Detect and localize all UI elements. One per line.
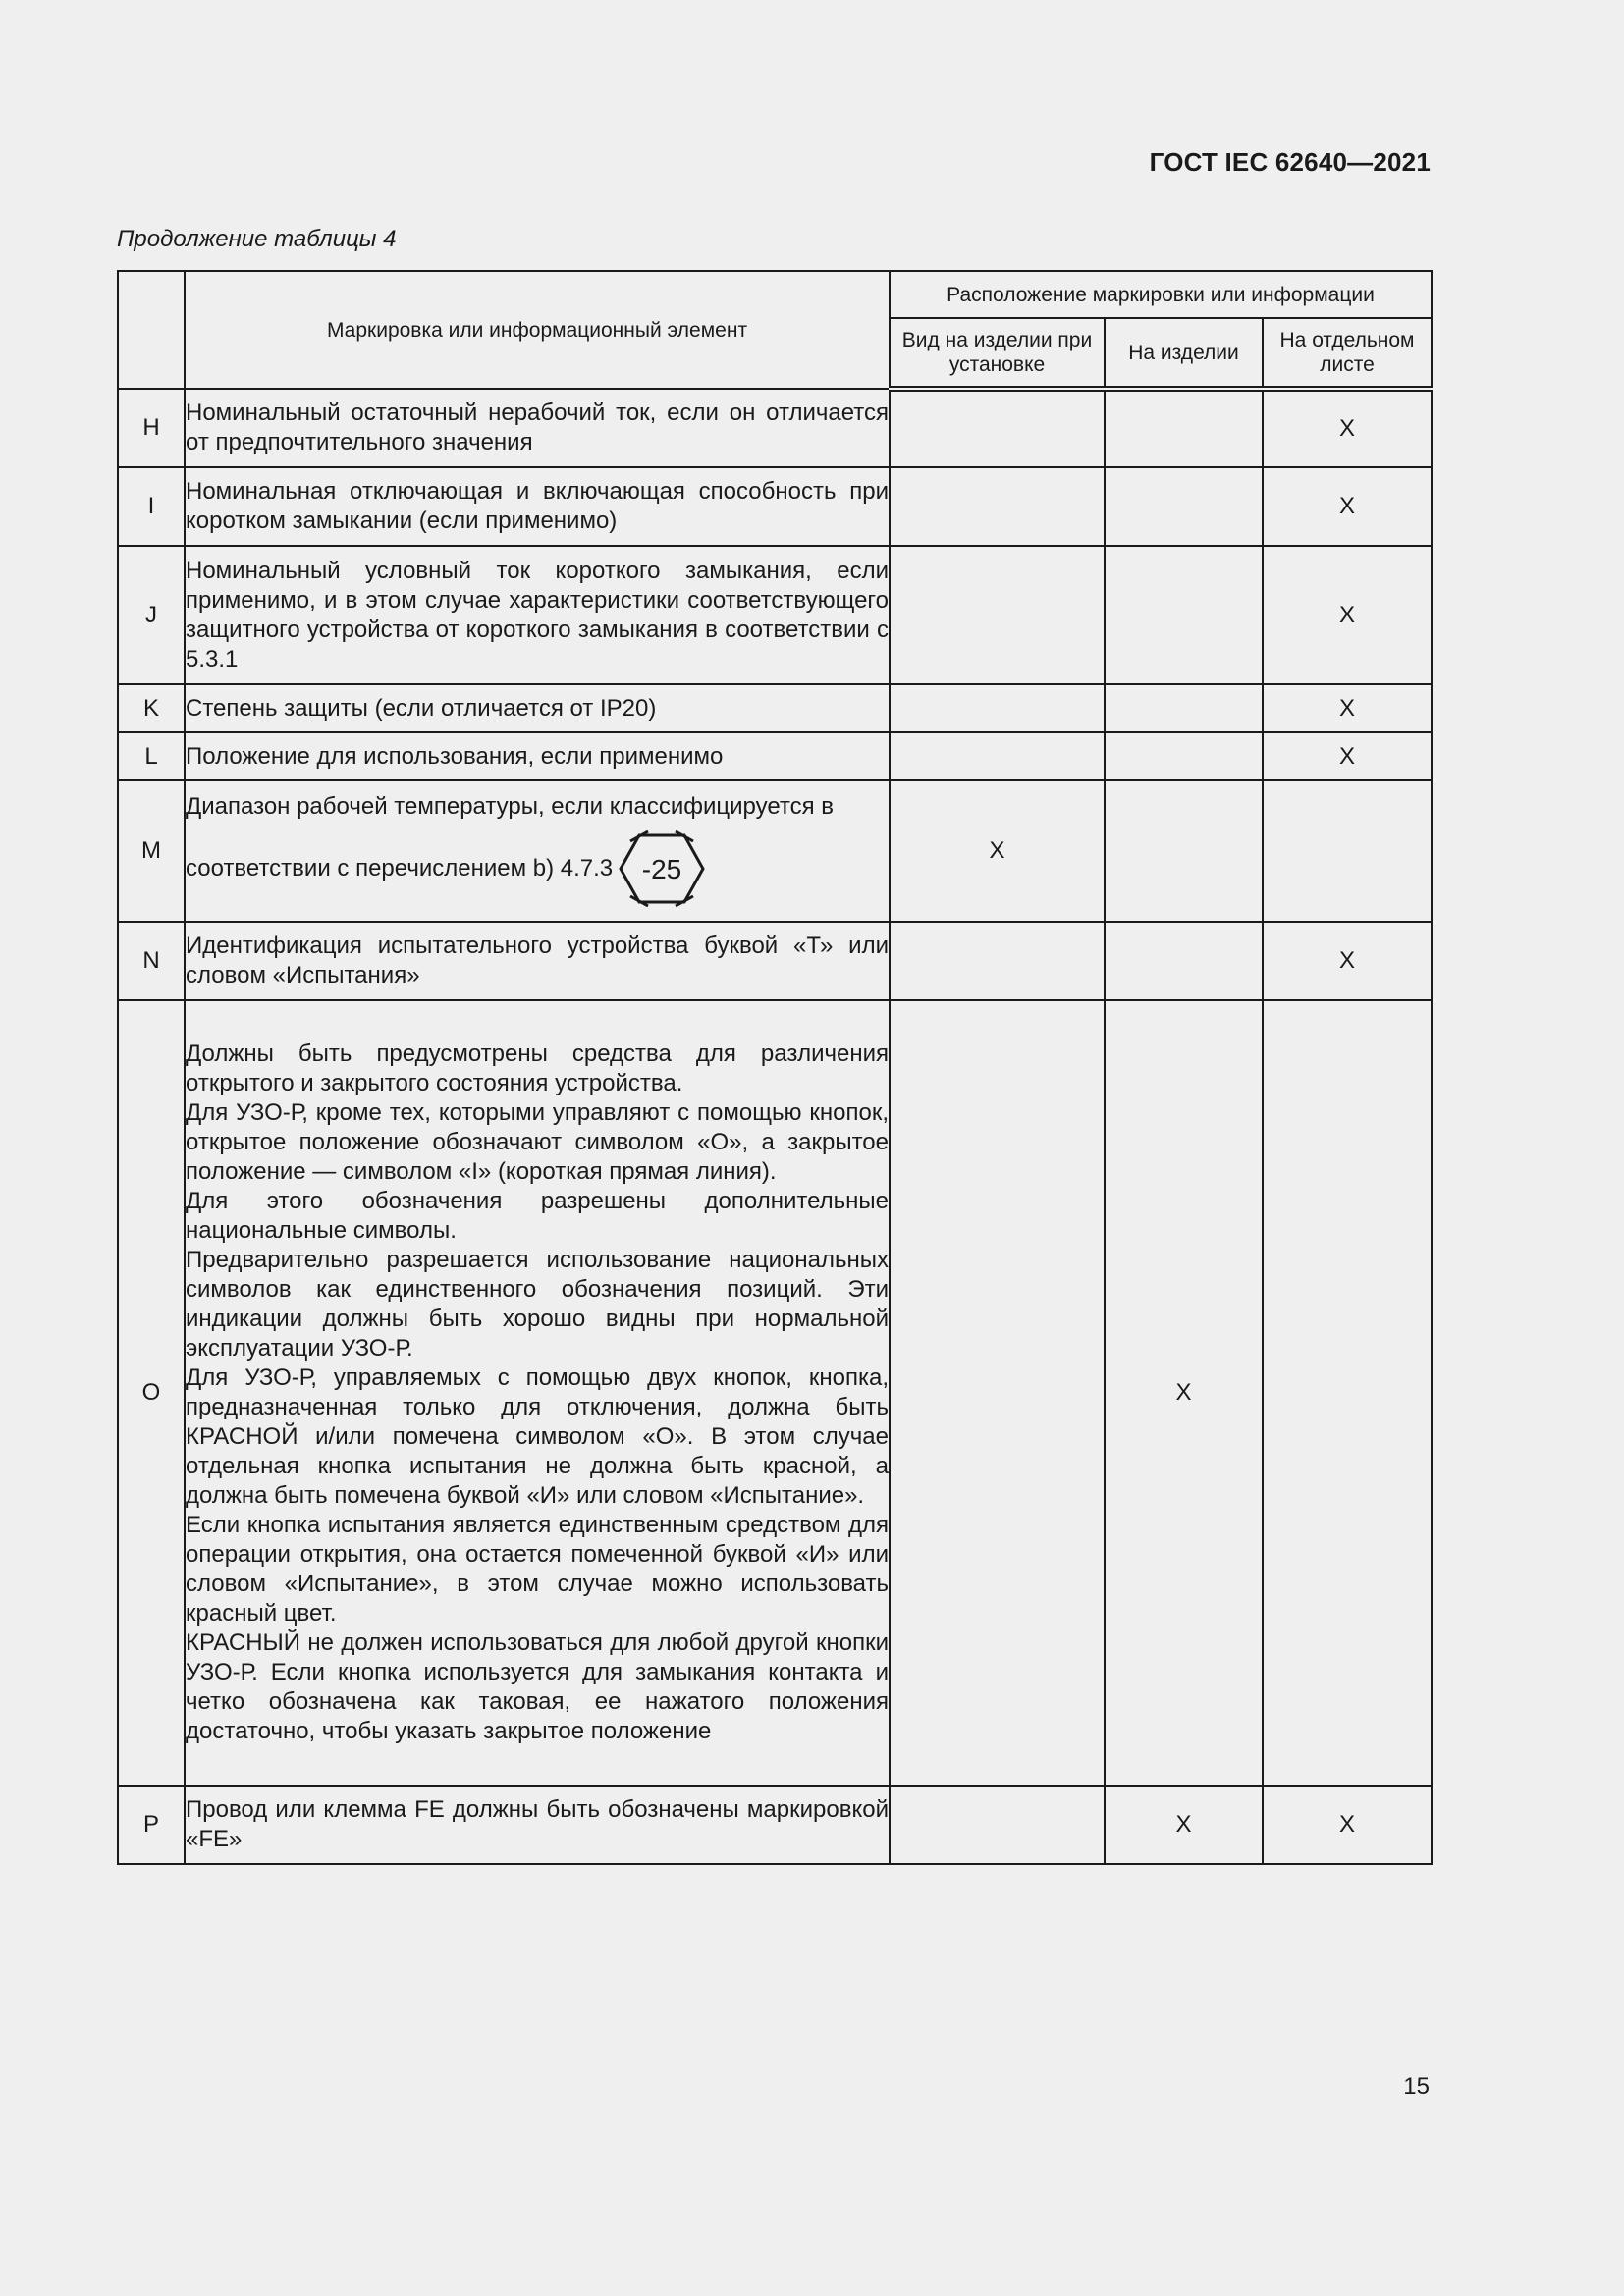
table-row (118, 467, 1432, 546)
row-text: Положение для использования, если применимо (185, 732, 890, 780)
header-separate-sheet: На отдельном листе (1263, 318, 1432, 389)
row-code: J (118, 546, 185, 684)
mark-installed (890, 922, 1105, 1000)
mark-installed: X (890, 780, 1105, 922)
row-paragraph: Если кнопка испытания является единственным средством для операции открытия, она остается помеченной буквой «И» или словом «Испытание», в этом случае можно использовать красный цвет. (186, 1512, 889, 1627)
header-installed: Вид на изделии при установке (890, 318, 1105, 389)
temperature-symbol-value: -25 (641, 854, 682, 884)
mark-separate-sheet (1263, 1000, 1432, 1786)
mark-separate-sheet: X (1263, 1786, 1432, 1864)
row-text: Номинальный остаточный нерабочий ток, если он отличается от предпочтительного значения (185, 389, 890, 467)
row-code: P (118, 1786, 185, 1864)
marking-table (117, 270, 1433, 1865)
row-text: Степень защиты (если отличается от IP20) (185, 684, 890, 732)
mark-on-product (1105, 546, 1263, 684)
mark-on-product (1105, 922, 1263, 1000)
row-code: L (118, 732, 185, 780)
row-text (185, 780, 890, 922)
mark-on-product (1105, 389, 1263, 467)
mark-on-product: X (1105, 1786, 1263, 1864)
mark-separate-sheet: X (1263, 684, 1432, 732)
table-caption: Продолжение таблицы 4 (117, 226, 397, 252)
table-row (118, 922, 1432, 1000)
row-paragraph: Предварительно разрешается использование национальных символов как единственного обозначения позиций. Эти индикации должны быть хорошо видны при нормальной эксплуатации УЗО-Р. (186, 1247, 889, 1362)
table-row (118, 684, 1432, 732)
row-text: Номинальный условный ток короткого замыкания, если применимо, и в этом случае характеристики соответствующего защитного устройства от короткого замыкания в соответствии с 5.3.1 (185, 546, 890, 684)
header-element: Маркировка или информационный элемент (185, 271, 890, 389)
mark-on-product (1105, 780, 1263, 922)
row-text: Идентификация испытательного устройства буквой «Т» или словом «Испытания» (185, 922, 890, 1000)
mark-installed (890, 732, 1105, 780)
mark-installed (890, 1786, 1105, 1864)
table-row (118, 1786, 1432, 1864)
table-row (118, 780, 1432, 922)
mark-on-product (1105, 467, 1263, 546)
row-paragraph: Для этого обозначения разрешены дополнительные национальные символы. (186, 1188, 889, 1244)
header-on-product: На изделии (1105, 318, 1263, 389)
row-code: I (118, 467, 185, 546)
row-paragraph: КРАСНЫЙ не должен использоваться для любой другой кнопки УЗО-Р. Если кнопка используется для замыкания контакта и четко обозначена как таковая, ее нажатого положения достаточно, чтобы указать закрытое положение (186, 1629, 889, 1744)
mark-installed (890, 389, 1105, 467)
mark-on-product: X (1105, 1000, 1263, 1786)
table-row (118, 389, 1432, 467)
table-row (118, 1000, 1432, 1786)
mark-separate-sheet: X (1263, 546, 1432, 684)
row-code: H (118, 389, 185, 467)
row-code: K (118, 684, 185, 732)
row-text-line-2: соответствии с перечислением b) 4.7.3 (186, 855, 614, 881)
temperature-symbol-icon (617, 828, 707, 910)
mark-installed (890, 684, 1105, 732)
row-text (185, 1000, 890, 1786)
row-code: N (118, 922, 185, 1000)
row-text: Номинальная отключающая и включающая способность при коротком замыкании (если применимо) (185, 467, 890, 546)
page-number: 15 (1403, 2073, 1430, 2100)
row-code: M (118, 780, 185, 922)
row-paragraph: Должны быть предусмотрены средства для различения открытого и закрытого состояния устройства. (186, 1041, 889, 1096)
row-text: Провод или клемма FE должны быть обозначены маркировкой «FE» (185, 1786, 890, 1864)
table-row (118, 546, 1432, 684)
mark-separate-sheet: X (1263, 389, 1432, 467)
mark-separate-sheet: X (1263, 467, 1432, 546)
mark-separate-sheet: X (1263, 922, 1432, 1000)
mark-on-product (1105, 684, 1263, 732)
header-code-cell (118, 271, 185, 389)
row-code: O (118, 1000, 185, 1786)
mark-installed (890, 546, 1105, 684)
row-paragraph: Для УЗО-Р, кроме тех, которыми управляют с помощью кнопок, открытое положение обозначают символом «О», а закрытое положение — символом «I» (короткая прямая линия). (186, 1099, 889, 1185)
row-text-line-1: Диапазон рабочей температуры, если классифицируется в (186, 793, 835, 820)
mark-separate-sheet: X (1263, 732, 1432, 780)
header-location-group: Расположение маркировки или информации (890, 271, 1432, 318)
mark-installed (890, 467, 1105, 546)
document-id: ГОСТ IEC 62640—2021 (1149, 147, 1431, 177)
row-paragraph: Для УЗО-Р, управляемых с помощью двух кнопок, кнопка, предназначенная только для отключения, должна быть КРАСНОЙ и/или помечена символом «О». В этом случае отдельная кнопка испытания не должна быть красной, а должна быть помечена буквой «И» или словом «Испытание». (186, 1364, 889, 1509)
mark-separate-sheet (1263, 780, 1432, 922)
mark-on-product (1105, 732, 1263, 780)
table-row (118, 732, 1432, 780)
mark-installed (890, 1000, 1105, 1786)
